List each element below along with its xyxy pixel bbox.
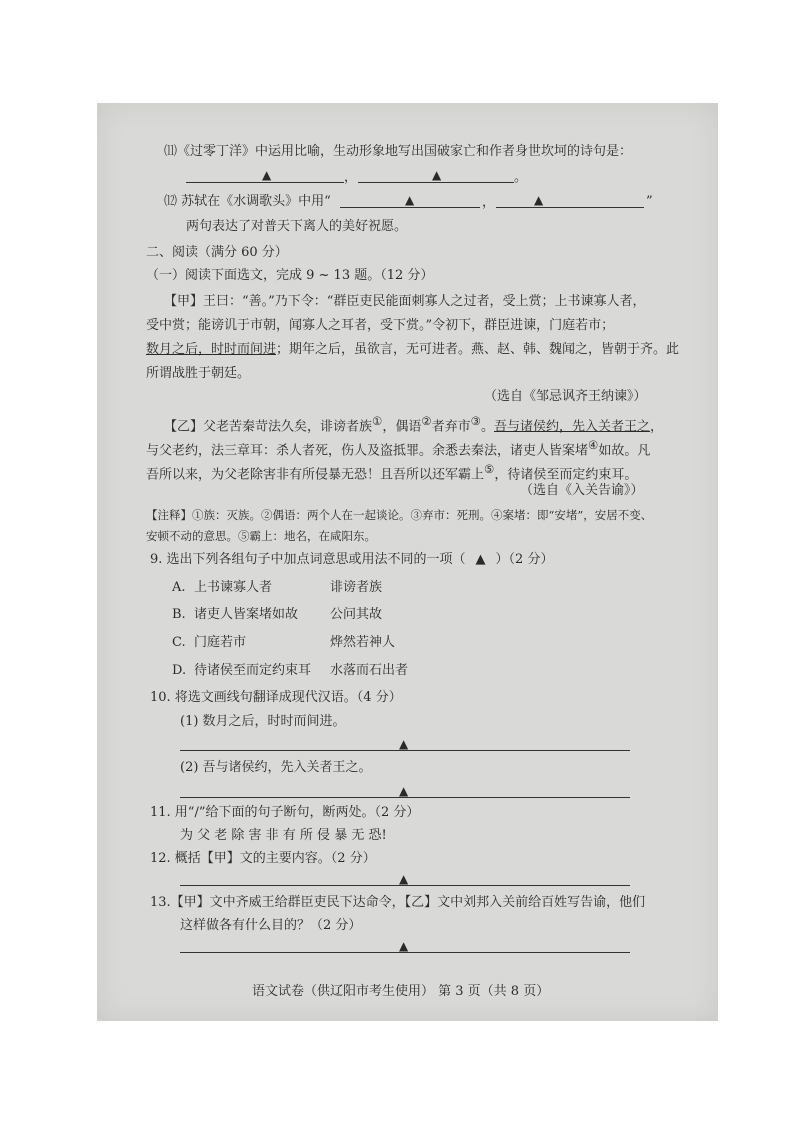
- q9-option-c-left: 门庭若市: [194, 635, 247, 650]
- footnote-ref: ④: [588, 438, 599, 452]
- q9-option-b-label[interactable]: B.: [172, 607, 186, 622]
- q9-option-a-right: 诽谤者族: [330, 580, 383, 595]
- answer-marker-icon[interactable]: ▲: [475, 552, 486, 567]
- question-12-line2: 两句表达了对普天下离人的美好祝愿。: [186, 219, 408, 234]
- q9-option-b-left: 诸吏人皆案堵如故: [194, 607, 299, 622]
- notes-line-1: 【注释】①族：灭族。②偶语：两个人在一起谈论。③弃市：死刑。④案堵：即“安堵”，安居不变、: [146, 508, 653, 522]
- answer-marker-icon: ▲: [432, 168, 442, 182]
- footnote-ref: ③: [470, 414, 481, 428]
- q9-option-c-right: 烨然若神人: [330, 635, 396, 650]
- jia-line-3-rest: ；期年之后，虽欲言，无可进者。燕、赵、韩、魏闻之，皆朝于齐。此: [276, 342, 680, 357]
- yi-text: ，: [650, 419, 664, 435]
- answer-marker-icon: ▲: [534, 193, 544, 207]
- question-12-stem: 12. 概括【甲】文的主要内容。（2 分）: [150, 851, 376, 866]
- question-11-text: ⑾《过零丁洋》中运用比喻，生动形象地写出国破家亡和作者身世坎坷的诗句是：: [164, 144, 633, 159]
- yi-line-3: [146, 461, 637, 483]
- answer-marker-icon: ▲: [399, 784, 409, 798]
- footnote-ref: ①: [372, 414, 383, 428]
- jia-line-3: [146, 342, 679, 358]
- q9-option-a-left: 上书谏寡人者: [194, 580, 273, 595]
- footnote-ref: ②: [421, 414, 432, 428]
- q9-option-d-label[interactable]: D.: [172, 663, 187, 678]
- answer-marker-icon: ▲: [405, 193, 415, 207]
- yi-source: （选自《入关告谕》）: [520, 483, 644, 498]
- yi-text: 吾所以来，为父老除害非有所侵暴无恐！且吾所以还军霸上: [146, 467, 485, 483]
- jia-source: （选自《邹忌讽齐王纳谏》）: [484, 389, 647, 404]
- answer-marker-icon: ▲: [399, 939, 409, 953]
- yi-text: 。: [480, 419, 494, 435]
- yi-text: ，待诸侯至而定约束耳。: [494, 467, 638, 483]
- q9-option-a-label[interactable]: A.: [172, 580, 186, 595]
- jia-line-4: 所谓战胜于朝廷。: [146, 366, 251, 381]
- question-10-stem: 10. 将选文画线句翻译成现代汉语。（4 分）: [150, 690, 402, 705]
- yi-text: ，偶语: [382, 419, 422, 435]
- separator: ，: [482, 195, 496, 210]
- yi-line-2: [146, 437, 650, 459]
- answer-blank[interactable]: [186, 182, 344, 183]
- question-9-stem: [150, 552, 553, 568]
- part-heading: （一）阅读下面选文，完成 9 ~ 13 题。（12 分）: [146, 268, 434, 283]
- question-13-line-2: 这样做各有什么目的？（2 分）: [180, 918, 362, 933]
- question-12-prefix: ⑿ 苏轼在《水调歌头》中用“: [164, 194, 331, 209]
- q9-option-b-right: 公问其故: [330, 607, 383, 622]
- answer-blank[interactable]: [340, 207, 480, 208]
- underlined-sentence: 吾与诸侯约，先入关者王之: [494, 419, 651, 435]
- q9-option-d-left: 待诸侯至而定约束耳: [194, 663, 312, 678]
- yi-text: 如故。凡: [598, 443, 651, 459]
- question-10-sentence-1: (1) 数月之后，时时而间进。: [180, 714, 346, 729]
- yi-text: 者弃市: [431, 419, 471, 435]
- yi-text: 与父老约，法三章耳：杀人者死，伤人及盗抵罪。余悉去秦法，诸吏人皆案堵: [146, 443, 589, 459]
- page-footer: 语文试卷（供辽阳市考生使用） 第 3 页（共 8 页）: [252, 984, 550, 999]
- question-11-stem: 11. 用“/”给下面的句子断句，断两处。（2 分）: [150, 805, 420, 820]
- stem-text: 9. 选出下列各组句子中加点词意思或用法不同的一项（: [150, 552, 466, 567]
- question-11-sentence[interactable]: 为 父 老 除 害 非 有 所 侵 暴 无 恐!: [180, 828, 387, 843]
- answer-blank[interactable]: [358, 182, 514, 183]
- quote-close: ”: [646, 194, 653, 209]
- jia-line-2: 受中赏；能谤讥于市朝，闻寡人之耳者，受下赏。”令初下，群臣进谏，门庭若市；: [146, 318, 615, 333]
- footnote-ref: ⑤: [484, 462, 495, 476]
- answer-marker-icon: ▲: [399, 737, 409, 751]
- underlined-sentence: 数月之后，时时而间进: [146, 342, 277, 357]
- separator: ，: [344, 170, 358, 185]
- yi-text: 【乙】父老苦秦苛法久矣，诽谤者族: [164, 419, 373, 435]
- section-heading: 二、阅读（满分 60 分）: [146, 245, 288, 260]
- yi-line-1: [164, 413, 663, 435]
- answer-blank[interactable]: [496, 207, 644, 208]
- period: 。: [514, 170, 528, 185]
- q9-option-c-label[interactable]: C.: [172, 635, 186, 650]
- answer-marker-icon: ▲: [262, 168, 272, 182]
- q9-option-d-right: 水落而石出者: [330, 663, 409, 678]
- question-13-line-1: 13.【甲】文中齐威王给群臣吏民下达命令，【乙】文中刘邦入关前给百姓写告谕，他们: [150, 895, 646, 910]
- stem-text: ）（2 分）: [495, 552, 554, 567]
- jia-line-1: 【甲】王曰：“善。”乃下令：“群臣吏民能面刺寡人之过者，受上赏；上书谏寡人者，: [164, 294, 646, 309]
- question-10-sentence-2: (2) 吾与诸侯约，先入关者王之。: [180, 760, 372, 775]
- notes-line-2: 安顿不动的意思。⑤霸上：地名，在咸阳东。: [146, 529, 376, 543]
- answer-marker-icon: ▲: [399, 872, 409, 886]
